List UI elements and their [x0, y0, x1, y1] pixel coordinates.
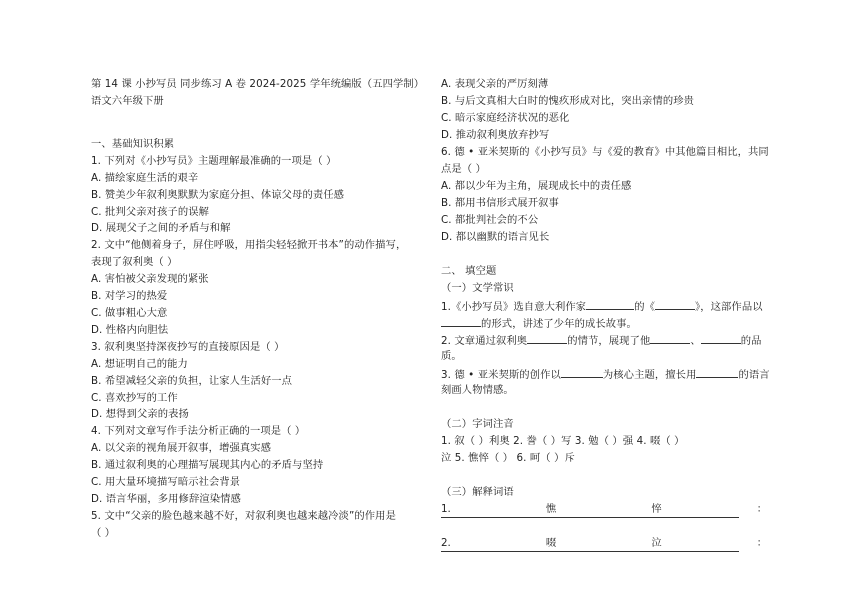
q4-option-a: A. 以父亲的视角展开叙事，增强真实感 — [91, 442, 272, 454]
part1-heading: （一）文学常识 — [441, 282, 514, 294]
question-5-stem-line2: （ ） — [91, 527, 116, 539]
q1-option-b: B. 赞美少年叙利奥默默为家庭分担、体谅父母的责任感 — [91, 189, 345, 201]
define-row-1-char1: 憔 — [545, 503, 557, 515]
q3-option-a: A. 想证明自己的能力 — [91, 358, 188, 370]
q3-option-d: D. 想得到父亲的表扬 — [91, 408, 189, 420]
question-6-stem-line1: 6. 德 • 亚米契斯的《小抄写员》与《爱的教育》中其他篇目相比，共同 — [441, 146, 769, 158]
q6-option-c: C. 都批判社会的不公 — [441, 214, 539, 226]
q1-option-a: A. 描绘家庭生活的艰辛 — [91, 172, 199, 184]
question-2-stem-line2: 表现了叙利奥（ ） — [91, 256, 178, 268]
fill-item-1-line2: 的形式，讲述了少年的成长故事。 — [441, 316, 637, 331]
answer-blank[interactable] — [696, 367, 738, 378]
answer-blank[interactable] — [586, 299, 634, 310]
define-row-1-number: 1. — [441, 503, 451, 515]
define-row-2-colon: ： — [756, 537, 767, 549]
answer-blank[interactable] — [561, 367, 603, 378]
section1-heading: 一、基础知识积累 — [91, 138, 175, 150]
fill-item-3-line1: 3. 德 • 亚米契斯的创作以 为核心主题，擅长用 的语言 — [441, 369, 770, 381]
answer-line-2[interactable] — [441, 551, 739, 552]
section2-heading: 二、 填空题 — [441, 265, 497, 277]
question-4-stem: 4. 下列对文章写作手法分析正确的一项是（ ） — [91, 425, 306, 437]
q2-option-a: A. 害怕被父亲发现的紧张 — [91, 273, 209, 285]
define-row-1-char2: 悴 — [651, 503, 662, 515]
document-title-line1: 第 14 课 小抄写员 同步练习 A 卷 2024-2025 学年统编版（五四学制） — [91, 78, 425, 90]
question-3-stem: 3. 叙利奥坚持深夜抄写的直接原因是（ ） — [91, 341, 285, 353]
define-row-2-char2: 泣 — [651, 537, 662, 549]
fill-item-2-line2: 质。 — [441, 350, 462, 362]
answer-line-1[interactable] — [441, 517, 739, 518]
answer-blank[interactable] — [650, 333, 690, 344]
define-row-1 — [441, 503, 767, 516]
define-row-2-number: 2. — [441, 537, 451, 549]
answer-blank[interactable] — [527, 333, 567, 344]
fill-item-3-line2: 刻画人物情感。 — [441, 384, 514, 396]
define-row-2-char1: 啜 — [545, 537, 557, 549]
q6-option-d: D. 都以幽默的语言见长 — [441, 231, 550, 243]
q6-option-a: A. 都以少年为主角，展现成长中的责任感 — [441, 180, 632, 192]
question-5-stem-line1: 5. 文中“父亲的脸色越来越不好，对叙利奥也越来越冷淡”的作用是 — [91, 510, 396, 522]
q5-option-b: B. 与后文真相大白时的愧疚形成对比，突出亲情的珍贵 — [441, 95, 695, 107]
q4-option-d: D. 语言华丽，多用修辞渲染情感 — [91, 493, 241, 505]
fill-item-1-line1: 1.《小抄写员》选自意大利作家 的《 》，这部作品以 — [441, 301, 763, 313]
pinyin-line1: 1. 叙（ ）利奥 2. 誊（ ）写 3. 勉（ ）强 4. 啜（ ） — [441, 435, 685, 447]
part2-heading: （二）字词注音 — [441, 418, 514, 430]
q6-option-b: B. 都用书信形式展开叙事 — [441, 197, 559, 209]
question-6-stem-line2: 点是（ ） — [441, 163, 486, 175]
q4-option-c: C. 用大量环境描写暗示社会背景 — [91, 476, 241, 488]
answer-blank[interactable] — [701, 333, 741, 344]
q5-option-a: A. 表现父亲的严厉刻薄 — [441, 78, 549, 90]
define-row-1-colon: ： — [756, 503, 767, 515]
q3-option-c: C. 喜欢抄写的工作 — [91, 392, 178, 404]
document-title-line2: 语文六年级下册 — [91, 95, 164, 107]
answer-blank[interactable] — [441, 316, 481, 327]
q1-option-c: C. 批判父亲对孩子的误解 — [91, 206, 210, 218]
q3-option-b: B. 希望减轻父亲的负担，让家人生活好一点 — [91, 375, 293, 387]
q2-option-d: D. 性格内向胆怯 — [91, 324, 169, 336]
question-1-stem: 1. 下列对《小抄写员》主题理解最准确的一项是（ ） — [91, 155, 337, 167]
q2-option-b: B. 对学习的热爱 — [91, 290, 168, 302]
q1-option-d: D. 展现父子之间的矛盾与和解 — [91, 222, 231, 234]
answer-blank[interactable] — [655, 299, 695, 310]
q4-option-b: B. 通过叙利奥的心理描写展现其内心的矛盾与坚持 — [91, 459, 324, 471]
q5-option-c: C. 暗示家庭经济状况的恶化 — [441, 112, 570, 124]
pinyin-line2: 泣 5. 憔悴（ ） 6. 呵（ ）斥 — [441, 452, 575, 464]
fill-item-2-line1: 2. 文章通过叙利奥 的情节，展现了他 、 的品 — [441, 335, 762, 347]
part3-heading: （三）解释词语 — [441, 486, 514, 498]
q2-option-c: C. 做事粗心大意 — [91, 307, 168, 319]
define-row-2 — [441, 537, 767, 550]
q5-option-d: D. 推动叙利奥放弃抄写 — [441, 129, 550, 141]
question-2-stem-line1: 2. 文中“他侧着身子，屏住呼吸，用指尖轻轻掀开书本”的动作描写， — [91, 239, 407, 251]
